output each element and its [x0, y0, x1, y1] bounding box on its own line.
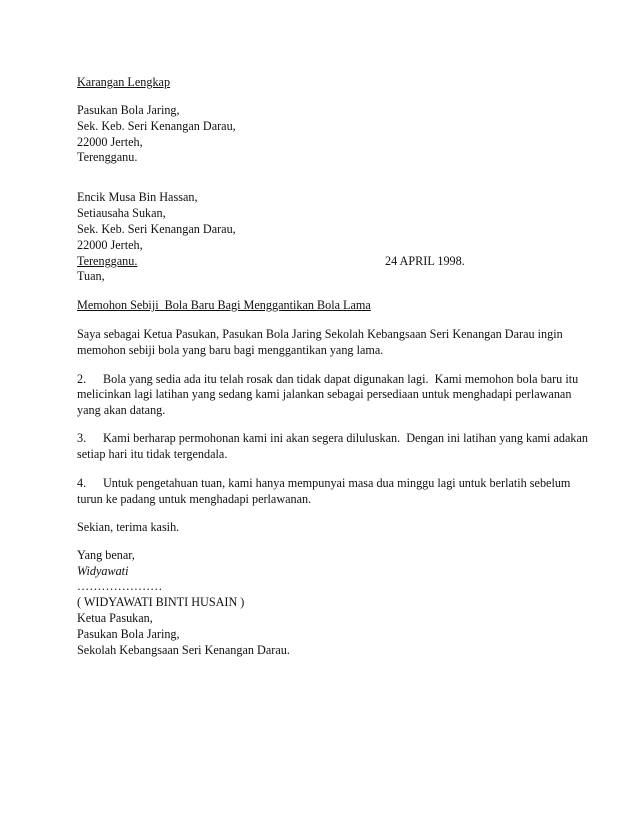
sender-line-2: Sek. Keb. Seri Kenangan Darau, [77, 119, 236, 133]
letter-date: 24 APRIL 1998. [385, 254, 465, 268]
subject-line: Memohon Sebiji Bola Baru Bagi Menggantikan Bola Lama [77, 298, 371, 312]
para4-line-1 [77, 475, 570, 491]
recipient-line-5: Terengganu. [77, 254, 138, 268]
para1-line-2: memohon sebiji bola yang baru bagi menggantikan yang lama. [77, 343, 384, 357]
para4-number: 4. [77, 476, 87, 490]
signatory-name: ( WIDYAWATI BINTI HUSAIN ) [77, 595, 245, 609]
sender-line-1: Pasukan Bola Jaring, [77, 103, 180, 117]
signature-dots: ………………… [77, 579, 163, 593]
para4-text-1: Untuk pengetahuan tuan, kami hanya mempunyai masa dua minggu lagi untuk berlatih sebelum [103, 476, 571, 490]
para3-line-2: setiap hari itu tidak tergendala. [77, 447, 228, 461]
sender-line-3: 22000 Jerteh, [77, 135, 143, 149]
para2-number: 2. [77, 372, 87, 386]
para1-line-1: Saya sebagai Ketua Pasukan, Pasukan Bola Jaring Sekolah Kebangsaan Seri Kenangan Darau ingin [77, 327, 563, 341]
signoff: Yang benar, [77, 548, 135, 562]
para3-number: 3. [77, 431, 87, 445]
signatory-team: Pasukan Bola Jaring, [77, 627, 180, 641]
salutation: Tuan, [77, 269, 105, 283]
recipient-line-1: Encik Musa Bin Hassan, [77, 190, 198, 204]
para2-text-1: Bola yang sedia ada itu telah rosak dan tidak dapat digunakan lagi. Kami memohon bola baru itu [103, 372, 579, 386]
signature: Widyawati [77, 564, 129, 578]
signatory-position: Ketua Pasukan, [77, 611, 153, 625]
recipient-line-4: 22000 Jerteh, [77, 238, 143, 252]
para3-line-1 [77, 430, 588, 446]
recipient-line-3: Sek. Keb. Seri Kenangan Darau, [77, 222, 236, 236]
para3-text-1: Kami berharap permohonan kami ini akan segera diluluskan. Dengan ini latihan yang kami adakan [103, 431, 588, 445]
para2-line-3: yang akan datang. [77, 403, 166, 417]
heading: Karangan Lengkap [77, 75, 171, 89]
para2-line-1 [77, 371, 578, 387]
signatory-school: Sekolah Kebangsaan Seri Kenangan Darau. [77, 643, 290, 657]
para2-line-2: melicinkan lagi latihan yang sedang kami jalankan sebagai persediaan untuk menghadapi perlawanan [77, 387, 572, 401]
sender-line-4: Terengganu. [77, 150, 138, 164]
para4-line-2: turun ke padang untuk menghadapi perlawanan. [77, 492, 312, 506]
recipient-line-2: Setiausaha Sukan, [77, 206, 166, 220]
closing: Sekian, terima kasih. [77, 520, 180, 534]
